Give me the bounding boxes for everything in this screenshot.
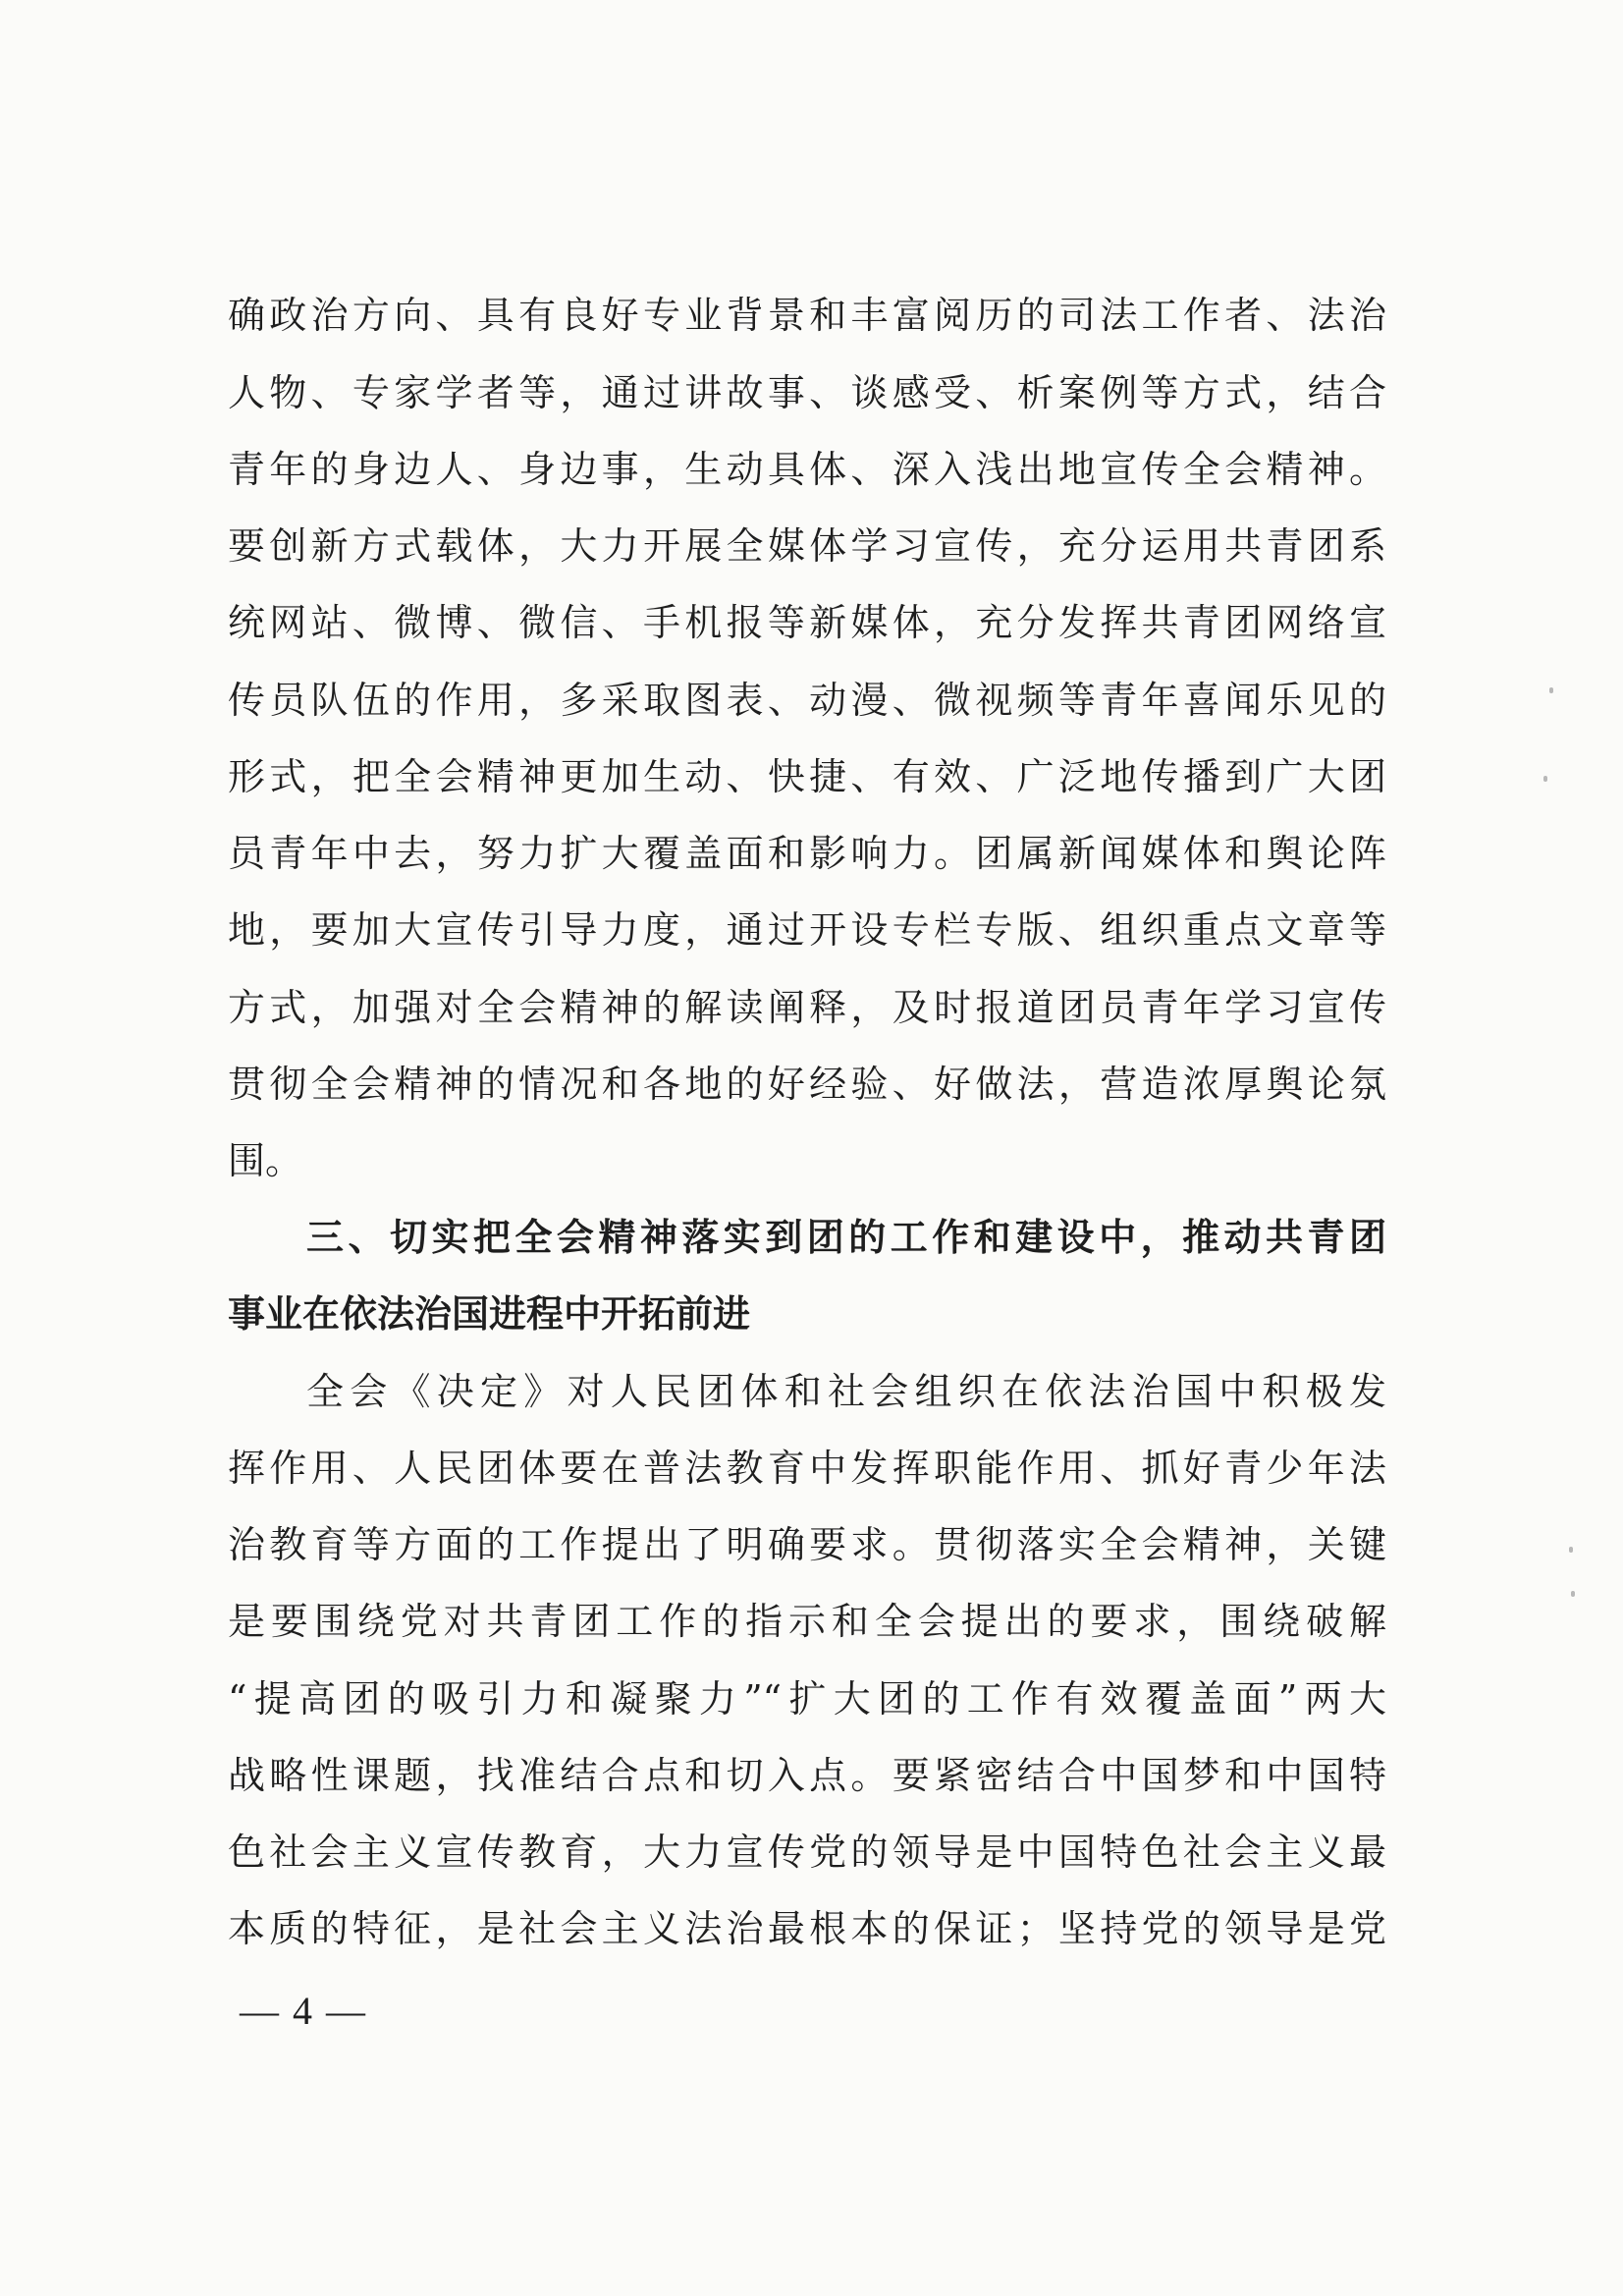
- body-text-line: 贯彻全会精神的情况和各地的好经验、好做法，营造浓厚舆论氛: [228, 1063, 1386, 1106]
- body-text-line: 全会《决定》对人民团体和社会组织在依法治国中积极发: [306, 1370, 1386, 1413]
- page-number: — 4 —: [240, 1989, 367, 2033]
- body-text-line: 确政治方向、具有良好专业背景和丰富阅历的司法工作者、法治: [228, 294, 1386, 337]
- scan-speck: [1569, 1547, 1573, 1553]
- section-heading: 三、切实把全会精神落实到团的工作和建设中，推动共青团: [306, 1216, 1386, 1259]
- section-heading: 事业在依法治国进程中开拓前进: [228, 1292, 751, 1336]
- body-text-line: 形式，把全会精神更加生动、快捷、有效、广泛地传播到广大团: [228, 755, 1386, 798]
- body-text-line: 青年的身边人、身边事，生动具体、深入浅出地宣传全会精神。: [228, 448, 1386, 491]
- body-text-line: “提高团的吸引力和凝聚力”“扩大团的工作有效覆盖面”两大: [228, 1677, 1386, 1721]
- body-text-line: 统网站、微博、微信、手机报等新媒体，充分发挥共青团网络宣: [228, 601, 1386, 644]
- body-text-line: 色社会主义宣传教育，大力宣传党的领导是中国特色社会主义最: [228, 1831, 1386, 1874]
- body-text-line: 传员队伍的作用，多采取图表、动漫、微视频等青年喜闻乐见的: [228, 679, 1386, 722]
- body-text-line: 挥作用、人民团体要在普法教育中发挥职能作用、抓好青少年法: [228, 1447, 1386, 1490]
- body-text-line: 地，要加大宣传引导力度，通过开设专栏专版、组织重点文章等: [228, 908, 1386, 952]
- body-text-line: 人物、专家学者等，通过讲故事、谈感受、析案例等方式，结合: [228, 371, 1386, 414]
- body-text-line: 是要围绕党对共青团工作的指示和全会提出的要求，围绕破解: [228, 1600, 1386, 1643]
- body-text-line: 战略性课题，找准结合点和切入点。要紧密结合中国梦和中国特: [228, 1754, 1386, 1797]
- scan-speck: [1571, 1591, 1575, 1597]
- body-text-line: 治教育等方面的工作提出了明确要求。贯彻落实全会精神，关键: [228, 1523, 1386, 1566]
- body-text-line: 员青年中去，努力扩大覆盖面和影响力。团属新闻媒体和舆论阵: [228, 832, 1386, 875]
- scan-speck: [1549, 687, 1553, 693]
- body-text-line: 方式，加强对全会精神的解读阐释，及时报道团员青年学习宣传: [228, 986, 1386, 1029]
- scan-speck: [1543, 776, 1547, 782]
- body-text-line: 围。: [228, 1139, 303, 1182]
- body-text-line: 要创新方式载体，大力开展全媒体学习宣传，充分运用共青团系: [228, 524, 1386, 568]
- body-text-line: 本质的特征，是社会主义法治最根本的保证；坚持党的领导是党: [228, 1907, 1386, 1950]
